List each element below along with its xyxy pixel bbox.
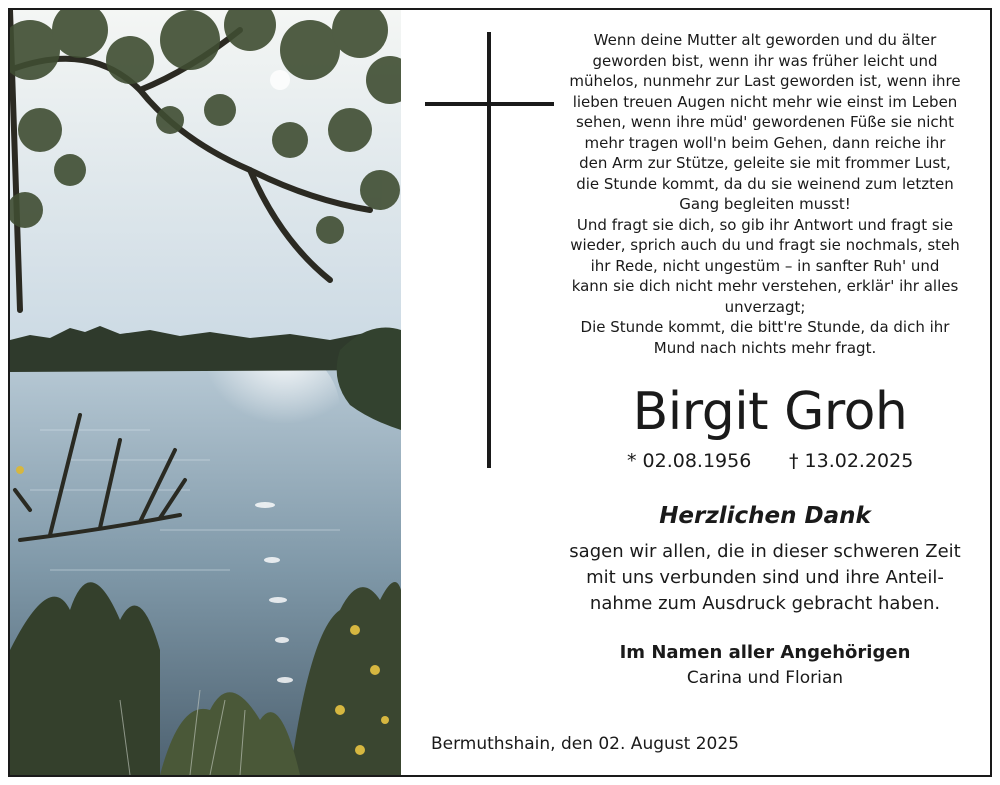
poem-line: geworden bist, wenn ihr was früher leicht und	[592, 51, 938, 70]
poem-line: Und fragt sie dich, so gib ihr Antwort und fragt sie	[576, 215, 954, 234]
signature-names: Carina und Florian	[686, 668, 844, 688]
thanks-text	[560, 539, 970, 617]
poem-line: den Arm zur Stütze, geleite sie mit frommer Lust,	[579, 154, 951, 172]
poem-line: mehr tragen woll'n beim Gehen, dann reiche ihr	[584, 133, 946, 152]
poem-line: unverzagt;	[724, 297, 806, 316]
poem-line: Wenn deine Mutter alt geworden und du älter	[593, 31, 937, 49]
birth-date: * 02.08.1956	[627, 450, 752, 472]
lake-photo	[10, 10, 401, 775]
thanks-line: sagen wir allen, die in dieser schweren Zeit	[569, 541, 961, 562]
poem-line: lieben treuen Augen nicht mehr wie einst im Leben	[572, 92, 958, 111]
poem	[560, 30, 970, 358]
poem-line: sehen, wenn ihre müd' gewordenen Füße sie nicht	[575, 113, 955, 131]
poem-line: mühelos, nunmehr zur Last geworden ist, wenn ihre	[569, 72, 961, 90]
thanks-line: nahme zum Ausdruck gebracht haben.	[589, 593, 941, 614]
place-and-date: Bermuthshain, den 02. August 2025	[431, 734, 739, 754]
poem-line: ihr Rede, nicht ungestüm – in sanfter Ruh' und	[590, 256, 940, 275]
thanks-title: Herzlichen Dank	[659, 503, 871, 529]
poem-line: Mund nach nichts mehr fragt.	[653, 338, 877, 357]
deceased-name: Birgit Groh	[632, 382, 908, 442]
poem-line: Gang begleiten musst!	[679, 195, 851, 213]
poem-line: kann sie dich nicht mehr verstehen, erklär' ihr alles	[571, 277, 959, 295]
poem-line: Die Stunde kommt, die bitt're Stunde, da dich ihr	[580, 318, 950, 336]
poem-line: wieder, sprich auch du und fragt sie nochmals, steh	[570, 236, 960, 254]
lake-landscape-image	[10, 10, 401, 775]
cross-vertical-bar	[487, 32, 491, 468]
thanks-line: mit uns verbunden sind und ihre Anteil-	[586, 567, 944, 588]
signature-title: Im Namen aller Angehörigen	[619, 642, 911, 663]
cross-horizontal-bar	[425, 102, 554, 106]
poem-line: die Stunde kommt, da du sie weinend zum letzten	[576, 174, 954, 193]
death-date: † 13.02.2025	[789, 450, 914, 472]
